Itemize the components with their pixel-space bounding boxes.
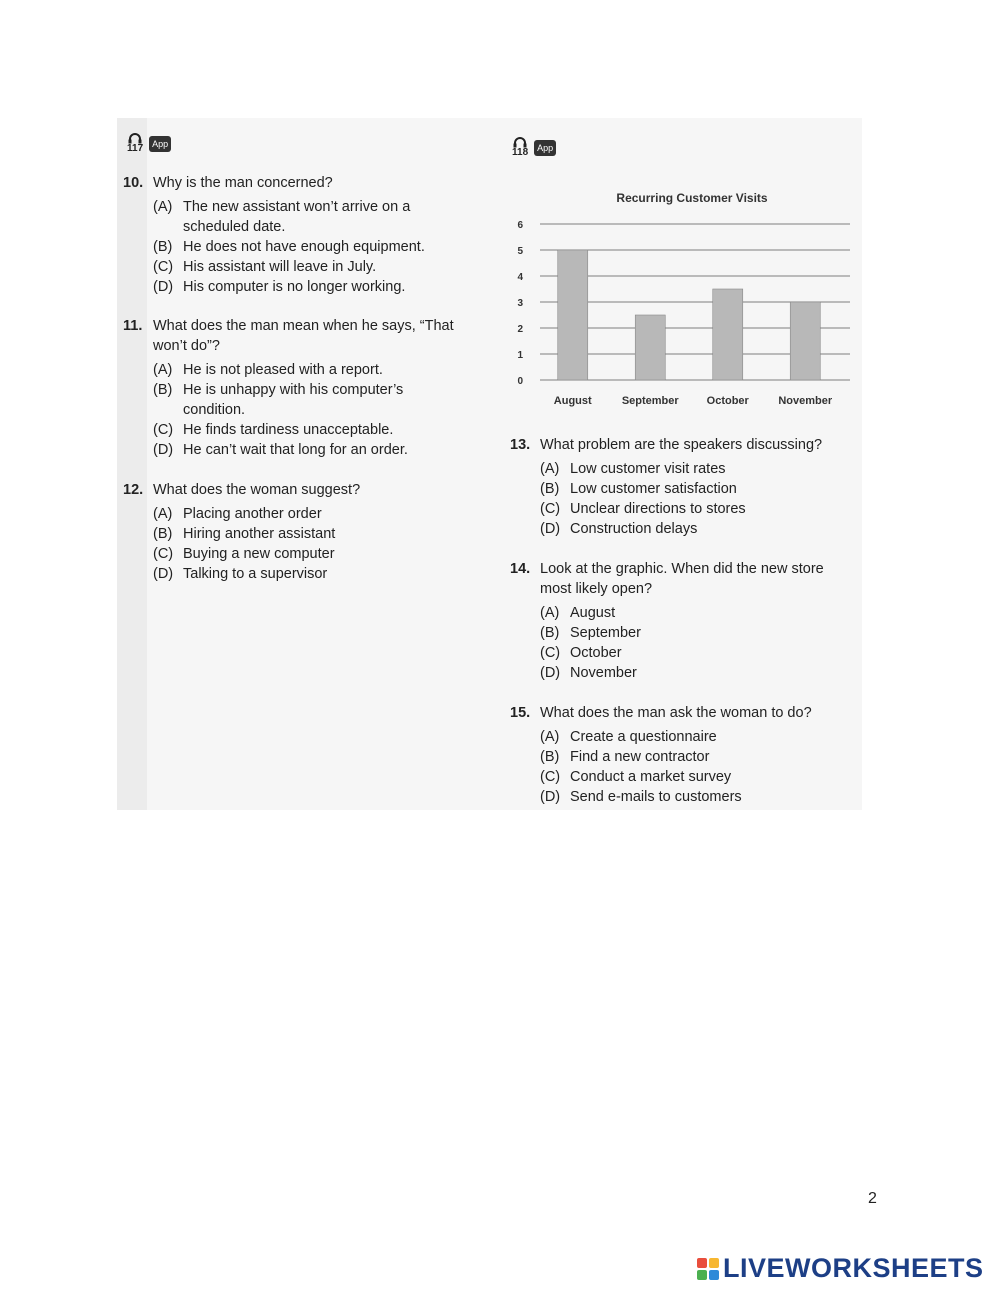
option-c[interactable]: (C) Buying a new computer	[153, 546, 335, 562]
option-b[interactable]: (B) Hiring another assistant	[153, 526, 336, 542]
option-c[interactable]: (C) Unclear directions to stores	[540, 501, 746, 517]
question-15	[510, 703, 850, 807]
y-tick-label: 6	[517, 220, 523, 231]
bar-september	[635, 315, 665, 380]
x-tick-label: November	[778, 395, 833, 407]
question-11	[123, 316, 468, 460]
page-number: 2	[868, 1190, 877, 1207]
y-tick-label: 1	[517, 350, 523, 361]
logo-block	[709, 1270, 719, 1280]
option-d[interactable]: (D) Construction delays	[540, 521, 698, 537]
option-a[interactable]: (A) August	[540, 605, 616, 621]
option-d[interactable]: (D) Talking to a supervisor	[153, 566, 328, 582]
chart-title: Recurring Customer Visits	[616, 191, 768, 205]
audio-track-118[interactable]	[512, 137, 556, 158]
chart-svg	[505, 185, 855, 415]
track-number: 118	[512, 147, 529, 158]
audio-track-117[interactable]	[127, 133, 171, 154]
option-a[interactable]: (A) Create a questionnaire	[540, 729, 717, 745]
question-10	[123, 173, 453, 297]
option-c[interactable]: (C) His assistant will leave in July.	[153, 259, 377, 275]
question-text: What does the woman suggest?	[153, 482, 361, 498]
option-c[interactable]: (C) He finds tardiness unacceptable.	[153, 422, 394, 438]
bar-november	[790, 302, 820, 380]
logo-block	[709, 1258, 719, 1268]
logo-block	[697, 1270, 707, 1280]
y-tick-label: 0	[517, 376, 523, 387]
question-14	[510, 559, 850, 683]
logo-icon	[697, 1258, 719, 1280]
option-d[interactable]: (D) Send e-mails to customers	[540, 789, 742, 805]
y-tick-label: 2	[517, 324, 523, 335]
question-number: 11.	[123, 318, 143, 334]
option-c[interactable]: (C) October	[540, 645, 622, 661]
y-tick-label: 5	[517, 246, 523, 257]
app-badge: App	[149, 136, 171, 152]
option-b[interactable]: (B) Find a new contractor	[540, 749, 710, 765]
option-b[interactable]: (B) Low customer satisfaction	[540, 481, 737, 497]
x-tick-label: September	[621, 395, 679, 407]
liveworksheets-logo[interactable]	[697, 1253, 984, 1284]
question-text: Look at the graphic. When did the new store most likely open?	[540, 561, 824, 597]
option-a[interactable]: (A) The new assistant won’t arrive on a scheduled date.	[153, 199, 411, 235]
option-a[interactable]: (A) Placing another order	[153, 506, 322, 522]
option-b[interactable]: (B) He does not have enough equipment.	[153, 239, 425, 255]
option-d[interactable]: (D) November	[540, 665, 637, 681]
option-d[interactable]: (D) He can’t wait that long for an order.	[153, 442, 408, 458]
question-number: 10.	[123, 175, 144, 191]
logo-block	[697, 1258, 707, 1268]
question-number: 14.	[510, 561, 531, 577]
question-number: 12.	[123, 482, 144, 498]
option-b[interactable]: (B) September	[540, 625, 641, 641]
option-a[interactable]: (A) Low customer visit rates	[540, 461, 726, 477]
question-12	[123, 480, 453, 584]
question-text: What problem are the speakers discussing?	[540, 437, 823, 453]
option-c[interactable]: (C) Conduct a market survey	[540, 769, 732, 785]
y-tick-label: 3	[517, 298, 523, 309]
recurring-customer-visits-chart	[505, 185, 855, 415]
question-text: What does the man mean when he says, “That won’t do”?	[153, 318, 454, 354]
app-badge: App	[534, 140, 556, 156]
question-text: What does the man ask the woman to do?	[540, 705, 812, 721]
option-b[interactable]: (B) He is unhappy with his computer’s condition.	[153, 382, 404, 418]
option-d[interactable]: (D) His computer is no longer working.	[153, 279, 406, 295]
question-text: Why is the man concerned?	[153, 175, 333, 191]
track-number: 117	[127, 143, 144, 154]
question-number: 15.	[510, 705, 531, 721]
bar-august	[558, 250, 588, 380]
y-tick-label: 4	[517, 272, 523, 283]
x-tick-label: August	[553, 395, 592, 407]
question-number: 13.	[510, 437, 531, 453]
x-tick-label: October	[706, 395, 749, 407]
bar-october	[713, 289, 743, 380]
option-a[interactable]: (A) He is not pleased with a report.	[153, 362, 383, 378]
question-13	[510, 435, 850, 539]
logo-text: LIVEWORKSHEETS	[723, 1253, 984, 1283]
